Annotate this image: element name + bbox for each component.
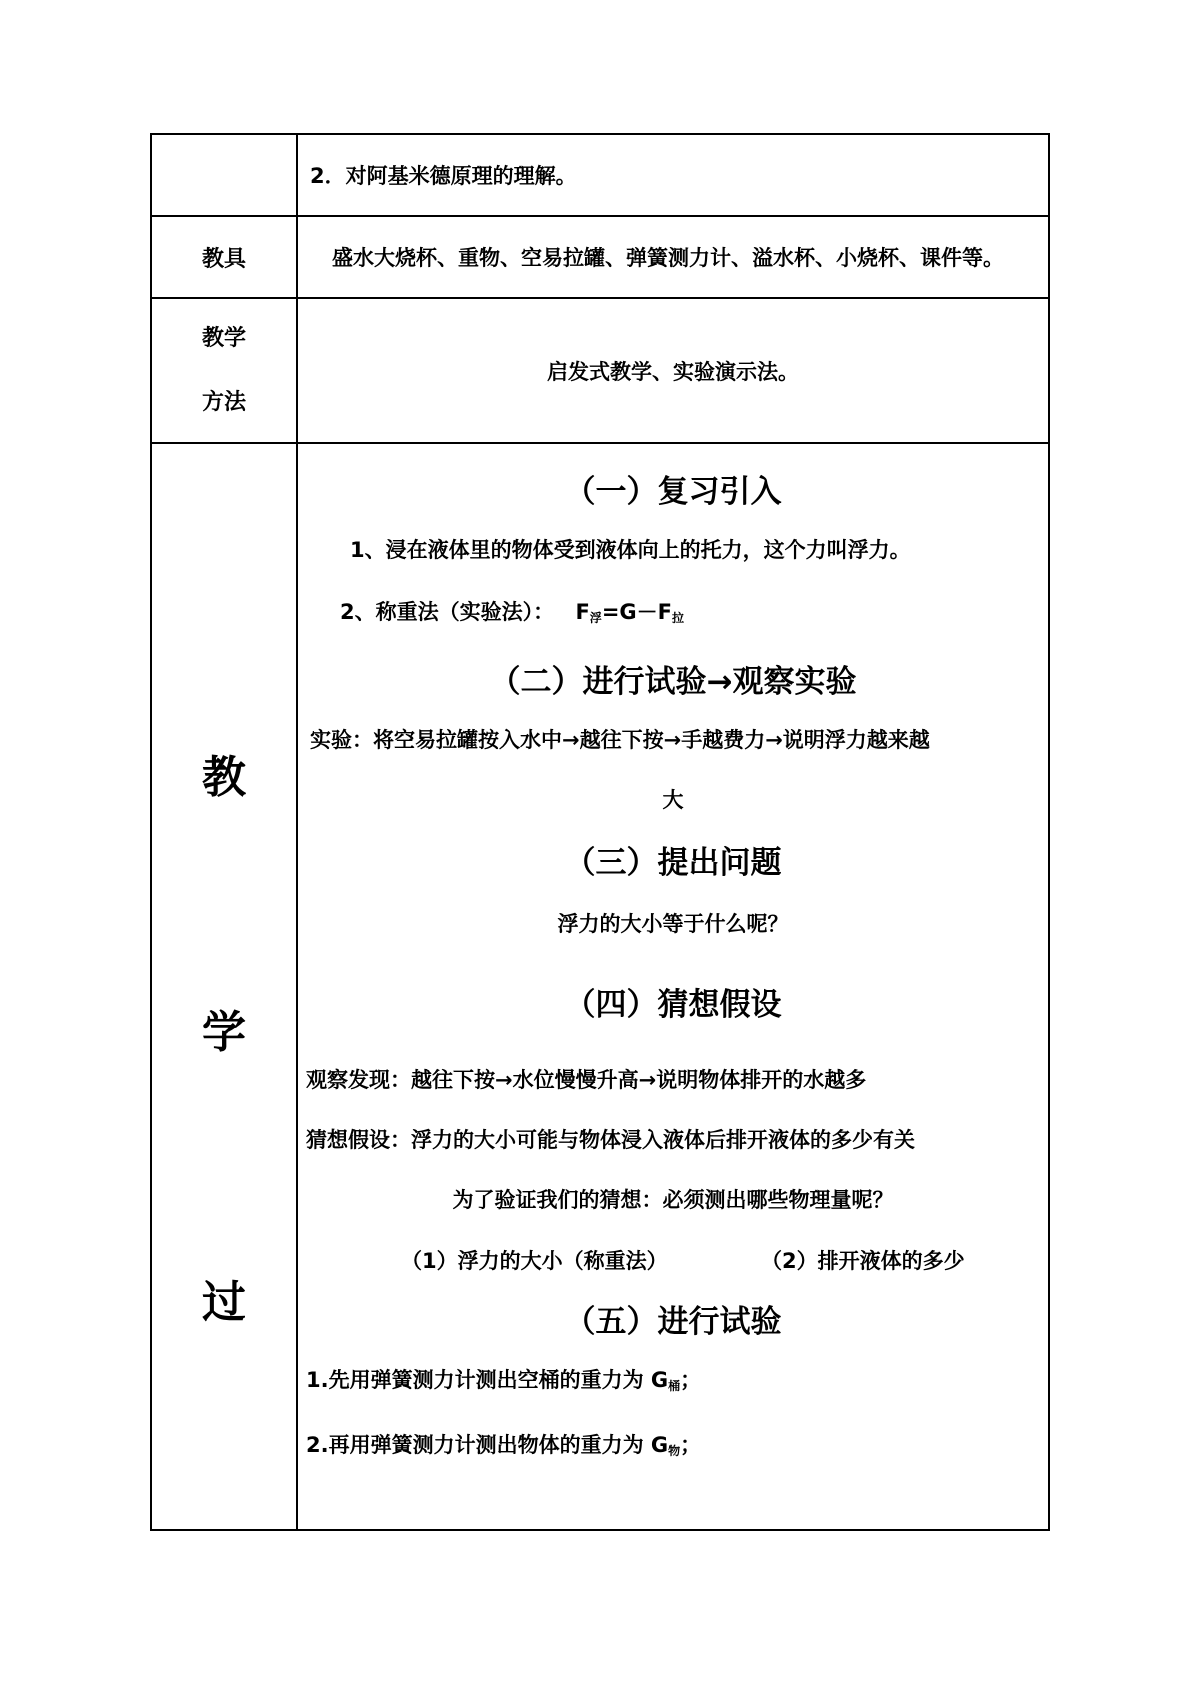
formula-sub-fu: 浮 <box>589 611 602 625</box>
paragraph-experiment: 实验：将空易拉罐按入水中→越往下按→手越费力→说明浮力越来越 <box>310 728 930 752</box>
paragraph-measure-2: （2）排开液体的多少 <box>761 1249 965 1273</box>
section-heading-5: （五）进行试验 <box>564 1304 782 1340</box>
table-row-tools <box>151 216 1049 298</box>
tools-label: 教具 <box>151 216 297 298</box>
step-2 <box>306 1429 701 1459</box>
objective-cell: 2．对阿基米德原理的理解。 <box>297 134 1049 216</box>
section-heading-3: （三）提出问题 <box>564 845 782 881</box>
step-2-sub: 物 <box>668 1444 681 1458</box>
tools-cell: 盛水大烧杯、重物、空易拉罐、弹簧测力计、溢水杯、小烧杯、课件等。 <box>297 216 1049 298</box>
process-label-char3: 过 <box>202 1277 246 1328</box>
process-label <box>151 443 297 1530</box>
step-1-end: ； <box>680 1368 702 1392</box>
paragraph-measure-1: （1）浮力的大小（称重法） <box>401 1249 668 1273</box>
section-heading-4: （四）猜想假设 <box>564 987 782 1023</box>
step-1-sub: 桶 <box>668 1379 681 1393</box>
empty-label-cell <box>151 134 297 216</box>
formula-mid: =G－F <box>601 600 672 624</box>
table-row-objective <box>151 134 1049 216</box>
paragraph-formula <box>340 596 684 626</box>
step-2-text: 2.再用弹簧测力计测出物体的重力为 G <box>306 1433 669 1457</box>
paragraph-question: 浮力的大小等于什么呢？ <box>557 912 789 936</box>
step-2-end: ； <box>680 1433 702 1457</box>
formula-sub-la: 拉 <box>672 611 685 625</box>
method-label-line2: 方法 <box>201 389 246 415</box>
paragraph-observation: 观察发现：越往下按→水位慢慢升高→说明物体排开的水越多 <box>306 1068 867 1092</box>
step-1 <box>306 1364 701 1394</box>
method-label-line1: 教学 <box>201 325 246 351</box>
step-1-text: 1.先用弹簧测力计测出空桶的重力为 G <box>306 1368 669 1392</box>
section-heading-2: （二）进行试验→观察实验 <box>489 664 857 700</box>
formula-prefix: 2、称重法（实验法）： <box>340 600 555 624</box>
paragraph-verify: 为了验证我们的猜想：必须测出哪些物理量呢？ <box>452 1188 894 1212</box>
paragraph-experiment-cont: 大 <box>662 788 684 812</box>
lesson-plan-table <box>150 133 1050 1531</box>
process-label-char1: 教 <box>202 752 246 803</box>
paragraph-hypothesis: 猜想假设：浮力的大小可能与物体浸入液体后排开液体的多少有关 <box>306 1128 915 1152</box>
paragraph-definition: 1、浸在液体里的物体受到液体向上的托力，这个力叫浮力。 <box>350 538 911 562</box>
method-label <box>151 298 297 443</box>
table-row-method <box>151 298 1049 443</box>
process-label-char2: 学 <box>202 1007 246 1058</box>
method-cell: 启发式教学、实验演示法。 <box>297 298 1049 443</box>
process-cell <box>297 443 1049 1530</box>
table-row-process <box>151 443 1049 1530</box>
section-heading-1: （一）复习引入 <box>564 474 782 510</box>
formula-f: F <box>575 600 590 624</box>
